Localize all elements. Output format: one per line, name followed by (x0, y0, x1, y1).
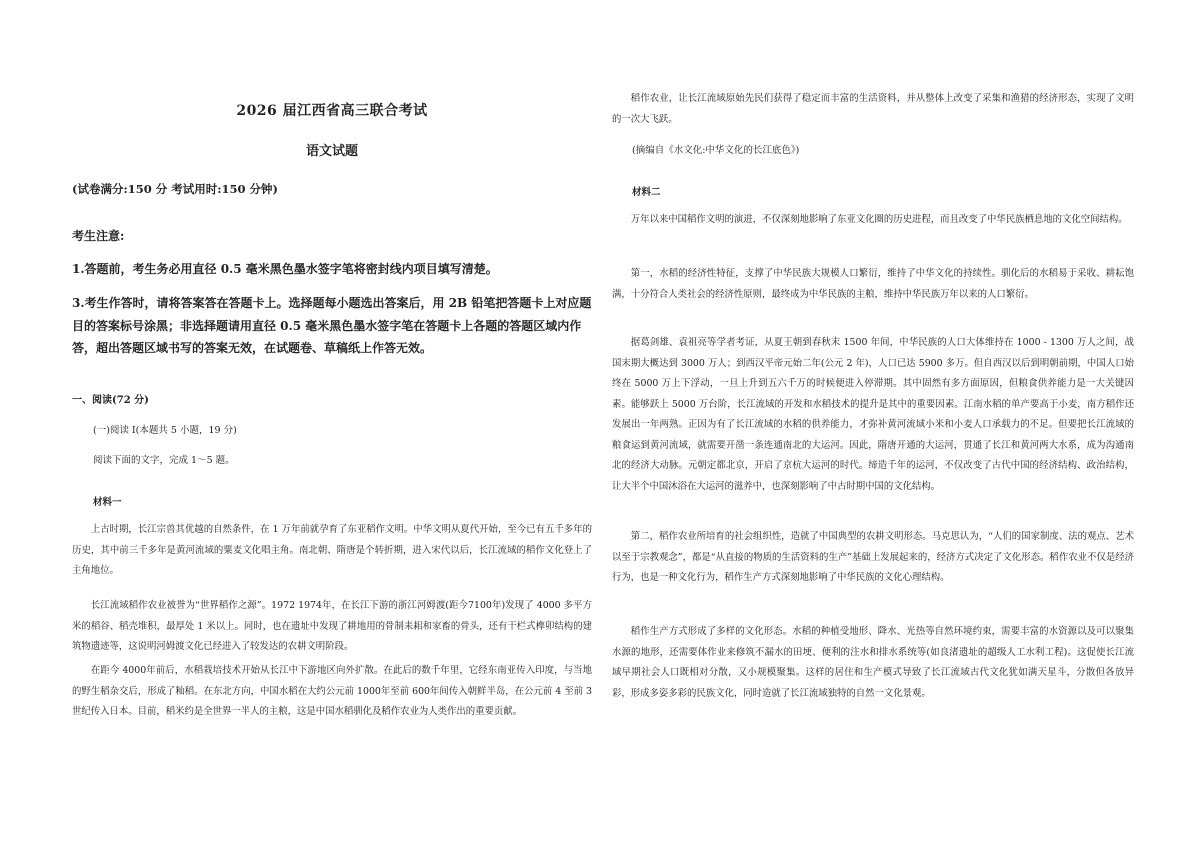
exam-info: (试卷满分:150 分 考试用时:150 分钟) (72, 182, 278, 196)
source-citation: (摘编自《水文化:中华文化的长江底色》) (632, 145, 800, 156)
notice-item-3: 3.考生作答时，请将答案答在答题卡上。选择题每小题选出答案后，用 2B 铅笔把答题卡上对应题目的答案标号涂黑；非选择题请用直径 0.5 毫米黑色墨水签字笔在答题卡上各题的答题区域内作答，超出答题区域书写的答案无效，在试题卷、草稿纸上作答无效。 (72, 296, 592, 355)
notice-heading: 考生注意: (72, 229, 125, 243)
reading-instruction: 阅读下面的文字，完成 1～5 题。 (93, 455, 235, 466)
section-reading: 一、阅读(72 分) (72, 395, 149, 406)
material-2-paragraph-1: 万年以来中国稻作文明的演进，不仅深刻地影响了东亚文化圈的历史进程，而且改变了中华民族栖息地的文化空间结构。 (630, 214, 1128, 225)
exam-title: 2026 届江西省高三联合考试 (236, 103, 428, 119)
notice-item-1: 1.答题前，考生务必用直径 0.5 毫米黑色墨水签字笔将密封线内项目填写清楚。 (72, 262, 498, 276)
material-1-paragraph-2: 长江流域稻作农业被誉为“世界稻作之源”。1972 1974年，在长江下游的浙江河姆渡(距今7100年)发现了 4000 多平方米的稻谷、稻壳堆积，最厚处 1 米以上。同时，也在遗址中发现了耕地用的骨制耒耜和家畜的骨头，还有干栏式榫卯结构的建筑物遗迹等，这说明河姆渡文化已经进入了较发达的农耕文明阶段。 (72, 600, 592, 652)
material-2-heading: 材料二 (632, 187, 661, 198)
material-2-paragraph-2: 第一，水稻的经济性特征，支撑了中华民族大规模人口繁衍，维持了中华文化的持续性。驯化后的水稻易于采收、耕耘饱满，十分符合人类社会的经济性原则，最终成为中华民族的主粮，维持中华民族万年以来的人口繁衍。 (612, 268, 1134, 300)
exam-subtitle: 语文试题 (305, 144, 358, 159)
material-2-paragraph-5: 稻作生产方式形成了多样的文化形态。水稻的种植受地形、降水、光热等自然环境约束，需要丰富的水资源以及可以聚集水源的地形，还需要体作业来修筑不漏水的田埂、便利的注水和排水系统等(如良渚遗址的超级人工水利工程)。这促使长江流域早期社会人口既相对分散，又小规模聚集。这样的居住和生产模式导致了长江流域古代文化犹如满天星斗，分散但各放异彩，形成多姿多彩的民族文化，同时造就了长江流域独特的自然一文化景观。 (612, 626, 1134, 699)
material-1-paragraph-3: 在距今 4000年前后，水稻栽培技术开始从长江中下游地区向外扩散。在此后的数千年里，它经东南亚传入印度，与当地的野生稻杂交后，形成了籼稻。在东北方向，中国水稻在大约公元前 1000年至前 600年间传入朝鲜半岛，在公元前 4 至前 3 世纪传入日本。目前，稻米约是全世界一半人的主粮，这是中国水稻驯化及稻作农业为人类作出的重要贡献。 (72, 665, 592, 717)
material-2-paragraph-4: 第二，稻作农业所培育的社会组织性，造就了中国典型的农耕文明形态。马克思认为，“人们的国家制度、法的观点、艺术以至于宗教观念”，都是“从直接的物质的生活资料的生产”基础上发展起来的，经济方式决定了文化形态。稻作农业不仅是经济行为，也是一种文化行为，稻作生产方式深刻地影响了中华民族的文化心理结构。 (612, 531, 1134, 583)
material-1-heading: 材料一 (93, 497, 122, 508)
part-1-heading: (一)阅读 I(本题共 5 小题，19 分) (93, 425, 237, 436)
material-2-paragraph-3: 据葛剑雄、袁祖亮等学者考证，从夏王朝到春秋末 1500 年间，中华民族的人口大体维持在 1000 - 1300 万人之间，战国末期大概达到 3000 万人；到西汉平帝元始二年(公元 2 年)，人口已达 5900 多万。但自西汉以后到明朝前期，中国人口始终在 5000 万上下浮动，一旦上升到五六千万的时候便进入停滞期。其中固然有多方面原因，但粮食供养能力是一大关键因素。能够跃上 5000 万台阶，长江流域的开发和水稻技术的提升是其中的重要因素。江南水稻的单产要高于小麦，南方稻作还发展出一年两熟。正因为有了长江流域的水稻的供养能力，才弥补黄河流域小米和小麦人口承载力的不足。但要把长江流域的粮食运到黄河流域，就需要开凿一条连通南北的大运河。因此，隋唐开通的大运河，贯通了长江和黄河两大水系，成为沟通南北的经济大动脉。元朝定都北京，开启了京杭大运河的时代。缔造千年的运河，不仅改变了古代中国的经济结构、政治结构，让大半个中国沐浴在大运河的滋养中，也深刻影响了中古时期中国的文化结构。 (612, 337, 1134, 492)
material-1-paragraph-1: 上古时期，长江宗兽其优越的自然条件，在 1 万年前就孕育了东亚稻作文明。中华文明从夏代开始，至今已有五千多年的历史，其中前三千多年是黄河流域的粟麦文化唱主角。南北朝、隋唐是个转折期，进入宋代以后，长江流域的稻作文化登上了主角地位。 (72, 524, 592, 576)
right-paragraph-0: 稻作农业，让长江流域原始先民们获得了稳定而丰富的生活资料，并从整体上改变了采集和渔猎的经济形态，实现了文明的一次大飞跃。 (612, 93, 1134, 125)
